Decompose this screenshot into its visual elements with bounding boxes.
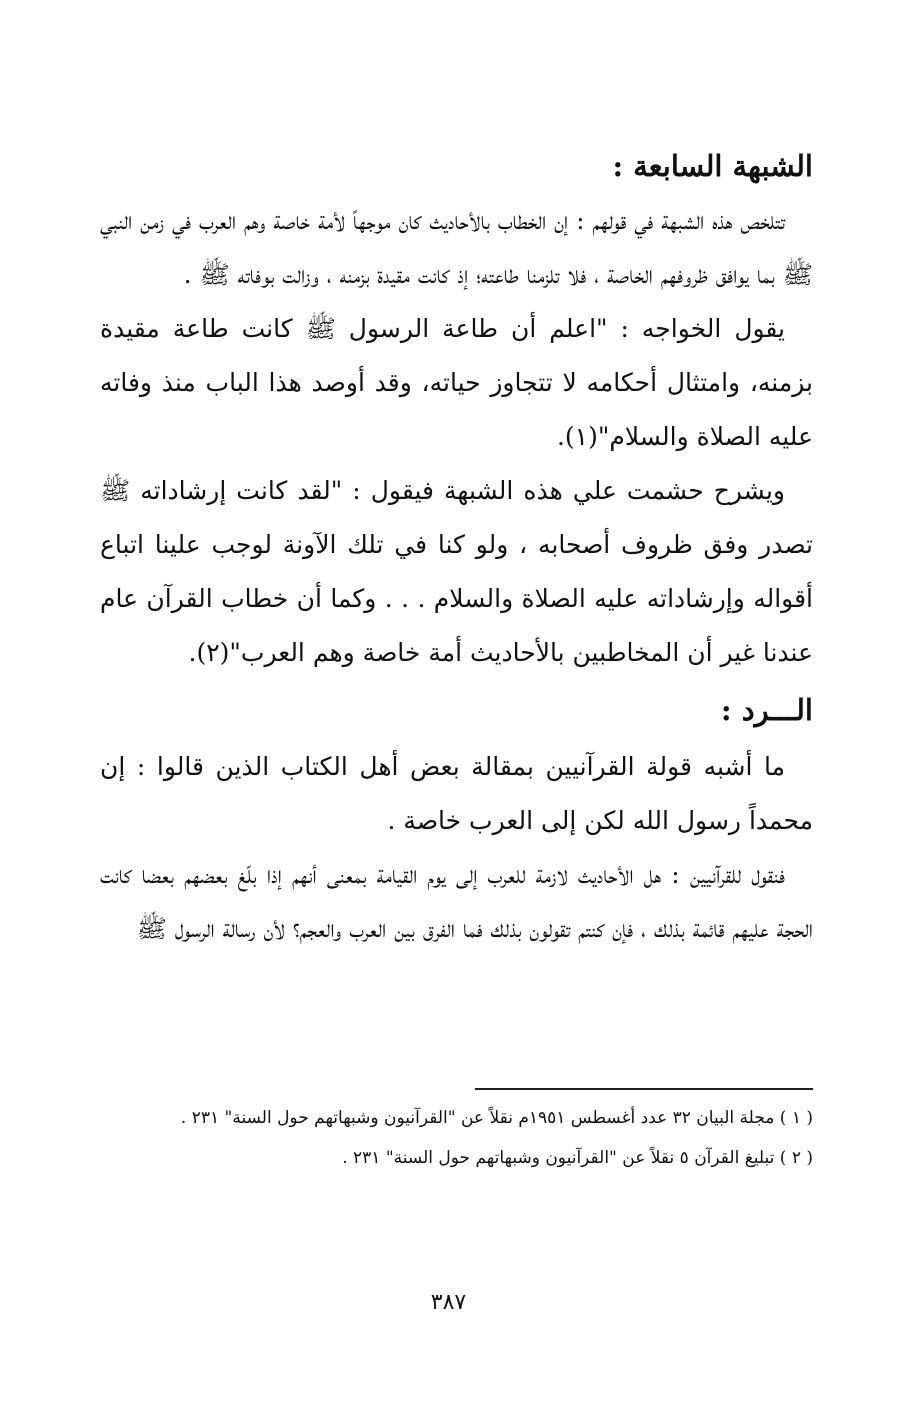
section-heading: الشبهة السابعة :	[612, 149, 813, 183]
footnote-1: ( ١ ) مجلة البيان ٣٢ عدد أغسطس ١٩٥١م نقلاً عن "القرآنيون وشبهاتهم حول السنة" ٢٣١ .	[180, 1108, 813, 1128]
paragraph-1: تتلخص هذه الشبهة في قولهم : إن الخطاب بالأحاديث كان موجهاً لأمة خاصة وهم العرب في زمن النبي ﷺ بما يوافق ظروفهم الخاصة ، فلا تلزمنا طاعته؛ إذ كانت مقيدة بزمنه ، وزالت بوفاته ﷺ .	[100, 206, 813, 289]
footnote-divider	[475, 1088, 813, 1090]
page-number: ٣٨٧	[430, 1290, 467, 1315]
reply-paragraph-2: فنقول للقرآنيين : هل الأحاديث لازمة للعرب إلى يوم القيامة بمعنى أنهم إذا بلّغ بعضهم بعضا كانت الحجة عليهم قائمة بذلك ، فإن كنتم تقولون بذلك فما الفرق بين العرب والعجم؟ لأن رسالة الرسول ﷺ	[100, 860, 813, 943]
reply-heading: الـــرد :	[720, 693, 813, 727]
footnotes	[100, 1100, 813, 1180]
footnote-2: ( ٢ ) تبليغ القرآن ٥ نقلاً عن "القرآنيون وشبهاتهم حول السنة" ٢٣١ .	[342, 1148, 813, 1168]
paragraph-2: يقول الخواجه : "اعلم أن طاعة الرسول ﷺ كانت طاعة مقيدة بزمنه، وامتثال أحكامه لا تتجاوز حياته، وقد أوصد هذا الباب منذ وفاته عليه الصلاة والسلام"(١).	[100, 314, 813, 451]
paragraph-3: ويشرح حشمت علي هذه الشبهة فيقول : "لقد كانت إرشاداته ﷺ تصدر وفق ظروف أصحابه ، ولو كنا في تلك الآونة لوجب علينا اتباع أقواله وإرشاداته عليه الصلاة والسلام . . . وكما أن خطاب القرآن عام عندنا غير أن المخاطبين بالأحاديث أمة خاصة وهم العرب"(٢).	[100, 476, 813, 667]
reply-paragraph-1: ما أشبه قولة القرآنيين بمقالة بعض أهل الكتاب الذين قالوا : إن محمداً رسول الله لكن إلى العرب خاصة .	[100, 752, 813, 835]
main-text	[100, 138, 813, 956]
